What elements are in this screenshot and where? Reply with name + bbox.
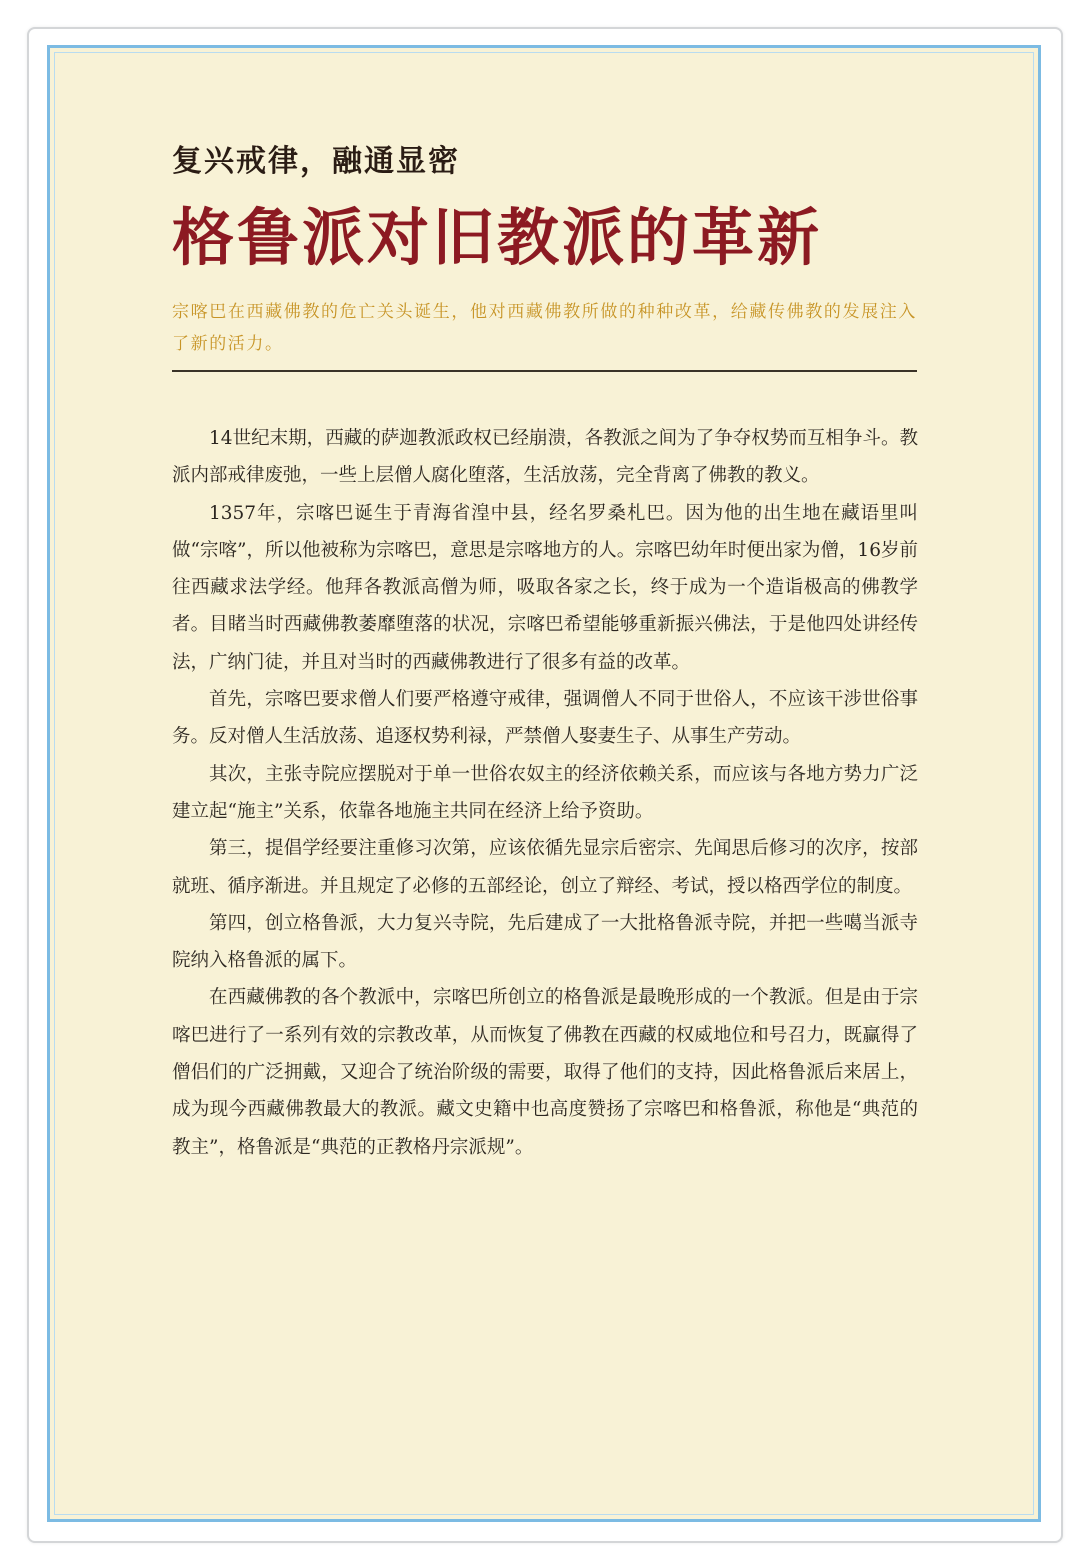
- paragraph: 其次，主张寺院应摆脱对于单一世俗农奴主的经济依赖关系，而应该与各地方势力广泛建立起“施主”关系，依靠各地施主共同在经济上给予资助。: [172, 763, 918, 822]
- article-title: 格鲁派对旧教派的革新: [172, 201, 823, 274]
- paragraph: 14世纪末期，西藏的萨迦教派政权已经崩溃，各教派之间为了争夺权势而互相争斗。教派内部戒律废弛，一些上层僧人腐化堕落，生活放荡，完全背离了佛教的教义。: [172, 428, 918, 487]
- article-lead: 宗喀巴在西藏佛教的危亡关头诞生，他对西藏佛教所做的种种改革，给藏传佛教的发展注入了新的活力。: [172, 302, 917, 354]
- document-page: [47, 45, 1041, 1522]
- paragraph: 首先，宗喀巴要求僧人们要严格遵守戒律，强调僧人不同于世俗人，不应该干涉世俗事务。反对僧人生活放荡、追逐权势利禄，严禁僧人娶妻生子、从事生产劳动。: [172, 689, 918, 748]
- paragraph: 在西藏佛教的各个教派中，宗喀巴所创立的格鲁派是最晚形成的一个教派。但是由于宗喀巴进行了一系列有效的宗教改革，从而恢复了佛教在西藏的权威地位和号召力，既赢得了僧侣们的广泛拥戴，又迎合了统治阶级的需要，取得了他们的支持，因此格鲁派后来居上，成为现今西藏佛教最大的教派。藏文史籍中也高度赞扬了宗喀巴和格鲁派，称他是“典范的教主”，格鲁派是“典范的正教格丹宗派规”。: [172, 987, 918, 1158]
- lead-divider: [172, 370, 917, 372]
- paragraph: 第四，创立格鲁派，大力复兴寺院，先后建成了一大批格鲁派寺院，并把一些噶当派寺院纳入格鲁派的属下。: [172, 912, 918, 972]
- paragraph: 第三，提倡学经要注重修习次第，应该依循先显宗后密宗、先闻思后修习的次序，按部就班、循序渐进。并且规定了必修的五部经论，创立了辩经、考试，授以格西学位的制度。: [172, 838, 918, 897]
- article-body: [172, 420, 918, 1166]
- paragraph: 1357年，宗喀巴诞生于青海省湟中县，经名罗桑札巴。因为他的出生地在藏语里叫做“宗喀”，所以他被称为宗喀巴，意思是宗喀地方的人。宗喀巴幼年时便出家为僧，16岁前往西藏求法学经。他拜各教派高僧为师，吸取各家之长，终于成为一个造诣极高的佛教学者。目睹当时西藏佛教萎靡堕落的状况，宗喀巴希望能够重新振兴佛法，于是他四处讲经传法，广纳门徒，并且对当时的西藏佛教进行了很多有益的改革。: [172, 502, 918, 673]
- article-subtitle: 复兴戒律，融通显密: [172, 144, 460, 179]
